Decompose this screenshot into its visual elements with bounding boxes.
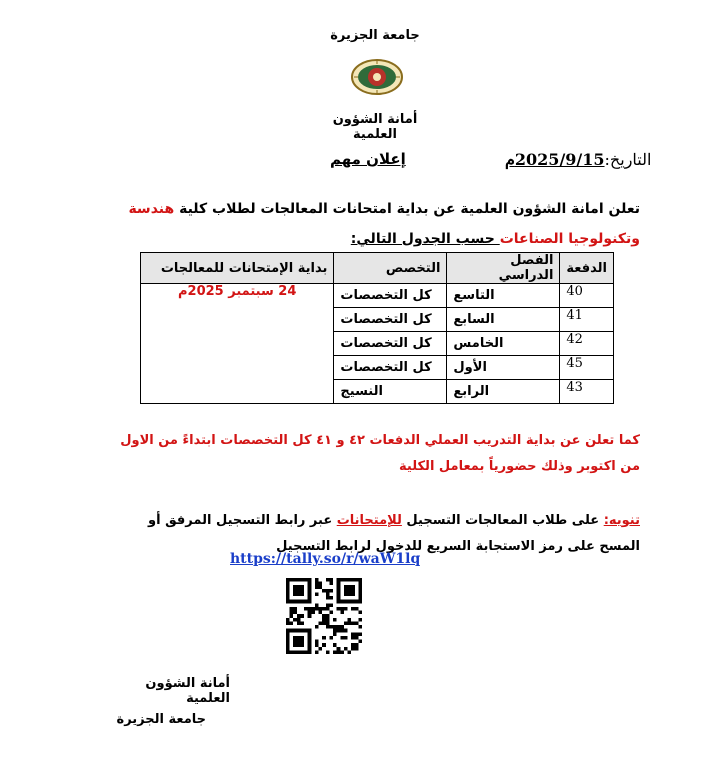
specialization-cell: النسيج bbox=[334, 380, 447, 404]
semester-cell: الخامس bbox=[447, 332, 560, 356]
batch-cell: 45 bbox=[560, 356, 614, 380]
semester-cell: الرابع bbox=[447, 380, 560, 404]
qr-code-icon[interactable] bbox=[286, 578, 362, 654]
header-semester: الفصل الدراسي bbox=[447, 253, 560, 284]
announcement-text-part2: حسب الجدول التالي: bbox=[350, 231, 500, 247]
semester-cell: التاسع bbox=[447, 284, 560, 308]
batch-cell: 42 bbox=[560, 332, 614, 356]
date-label: التاريخ: bbox=[604, 150, 652, 169]
table-row bbox=[141, 284, 614, 308]
batch-cell: 41 bbox=[560, 308, 614, 332]
date-value: 2025/9/15م bbox=[505, 150, 605, 169]
note-text-exams: للإمتحانات bbox=[336, 513, 402, 528]
faculty-name: هندسة وتكنولوجيا الصناعات bbox=[128, 201, 640, 247]
specialization-cell: كل التخصصات bbox=[334, 356, 447, 380]
batch-cell: 43 bbox=[560, 380, 614, 404]
start-date-cell: 24 سبتمبر 2025م bbox=[141, 284, 334, 404]
announcement-headline: إعلان مهم bbox=[330, 150, 406, 168]
exam-schedule-table bbox=[140, 252, 614, 404]
note-label: تنويه: bbox=[603, 513, 640, 528]
semester-cell: السابع bbox=[447, 308, 560, 332]
header-start: بداية الإمتحانات للمعالجات bbox=[141, 253, 334, 284]
office-title: أمانة الشؤون العلمية bbox=[332, 112, 418, 142]
specialization-cell: كل التخصصات bbox=[334, 308, 447, 332]
table-header-row bbox=[141, 253, 614, 284]
date-line bbox=[505, 150, 651, 169]
announcement-text-part1: تعلن امانة الشؤون العلمية عن بداية امتحانات المعالجات لطلاب كلية bbox=[174, 201, 640, 217]
university-name: جامعة الجزيرة bbox=[330, 28, 420, 43]
university-logo-icon bbox=[350, 58, 404, 96]
header-batch: الدفعة bbox=[560, 253, 614, 284]
signature-office: أمانة الشؤون العلمية bbox=[145, 676, 230, 706]
training-announcement: كما تعلن عن بداية التدريب العملي الدفعات ٤٢ و ٤١ كل التخصصات ابتداءً من الاول من اكتوبر وذلك حضورياً بمعامل الكلية bbox=[120, 433, 640, 474]
announcement-paragraph bbox=[110, 194, 640, 254]
note-text-part2: عبر رابط التسجيل المرفق أو المسح على رمز الاستجابة السريع للدخول لرابط التسجيل bbox=[148, 513, 640, 554]
signature-university: جامعة الجزيرة bbox=[116, 712, 206, 727]
header-specialization: التخصص bbox=[334, 253, 447, 284]
registration-link[interactable]: https://tally.so/r/waW1lq bbox=[230, 551, 421, 567]
note-text-part1: على طلاب المعالجات التسجيل bbox=[401, 513, 604, 528]
semester-cell: الأول bbox=[447, 356, 560, 380]
specialization-cell: كل التخصصات bbox=[334, 332, 447, 356]
specialization-cell: كل التخصصات bbox=[334, 284, 447, 308]
batch-cell: 40 bbox=[560, 284, 614, 308]
